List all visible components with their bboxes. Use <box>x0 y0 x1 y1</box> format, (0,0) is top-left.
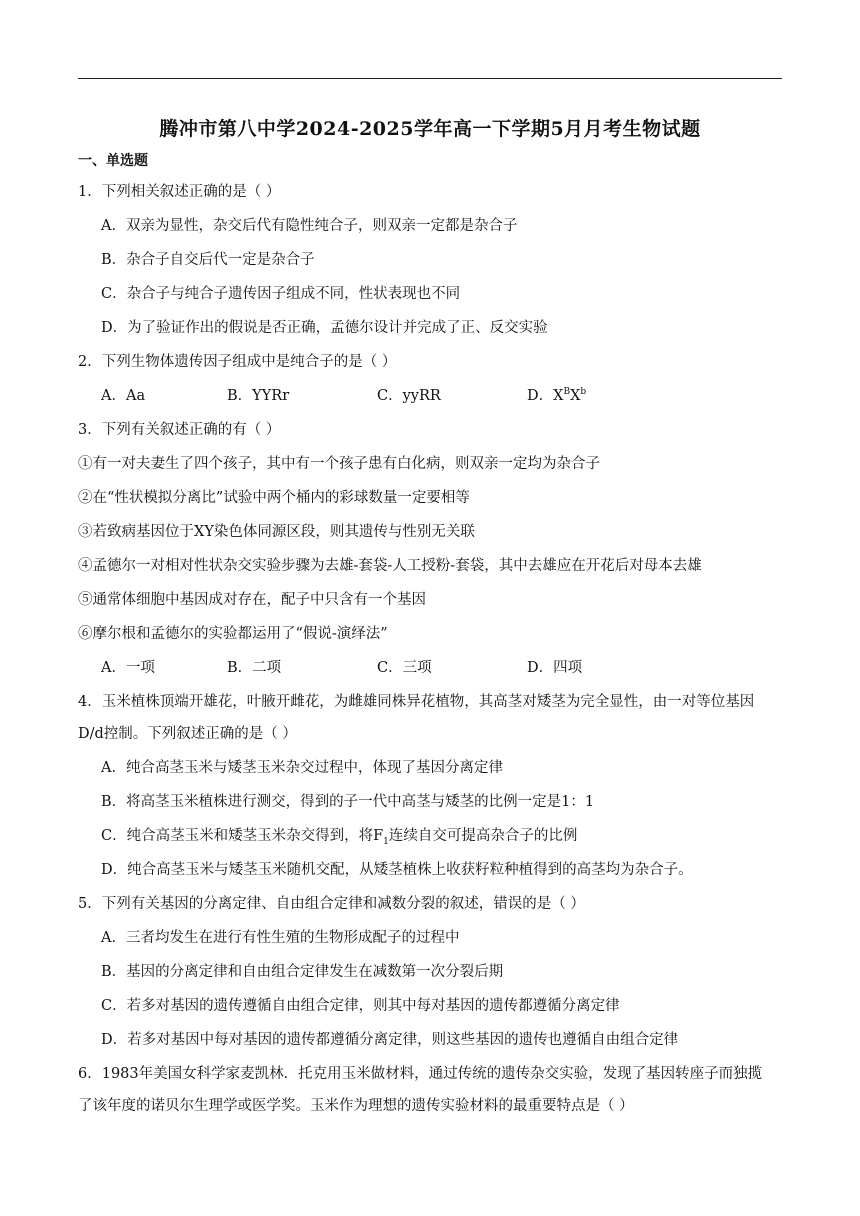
question-1-stem: 1．下列相关叙述正确的是（ ） <box>78 184 281 200</box>
question-2-option-c: C．yyRR <box>377 388 441 404</box>
question-4-option-b: B．将高茎玉米植株进行测交，得到的子一代中高茎与矮茎的比例一定是1：1 <box>101 794 595 810</box>
question-4-stem-line-2: D/d控制。下列叙述正确的是（ ） <box>78 726 297 742</box>
question-1-option-a: A．双亲为显性，杂交后代有隐性纯合子，则双亲一定都是杂合子 <box>101 218 518 234</box>
question-5-option-b: B．基因的分离定律和自由组合定律发生在减数第一次分裂后期 <box>101 964 504 980</box>
question-4-option-d: D．纯合高茎玉米与矮茎玉米随机交配，从矮茎植株上收获籽粒种植得到的高茎均为杂合子。 <box>101 862 693 878</box>
question-3-statement-5: ⑤通常体细胞中基因成对存在，配子中只含有一个基因 <box>78 592 426 608</box>
question-3-stem: 3．下列有关叙述正确的有（ ） <box>78 422 281 438</box>
question-2-option-b: B．YYRr <box>227 388 290 404</box>
question-3-options <box>101 656 781 676</box>
section-heading: 一、单选题 <box>78 153 148 169</box>
question-3-statement-4: ④孟德尔一对相对性状杂交实验步骤为去雄-套袋-人工授粉-套袋，其中去雄应在开花后对母本去雄 <box>78 558 702 574</box>
question-5-option-d: D．若多对基因中每对基因的遗传都遵循分离定律，则这些基因的遗传也遵循自由组合定律 <box>101 1032 679 1048</box>
header-rule <box>78 78 782 79</box>
question-4-stem-line-1: 4．玉米植株顶端开雄花，叶腋开雌花，为雌雄同株异花植物，其高茎对矮茎为完全显性，由一对等位基因 <box>78 694 755 710</box>
question-1-option-d: D．为了验证作出的假说是否正确，孟德尔设计并完成了正、反交实验 <box>101 320 548 336</box>
question-3-statement-6: ⑥摩尔根和孟德尔的实验都运用了“假说-演绎法” <box>78 626 388 642</box>
question-3-option-d: D．四项 <box>527 660 583 676</box>
question-2-option-a: A．Aa <box>101 388 146 404</box>
question-3-option-b: B．二项 <box>227 660 282 676</box>
question-2-options <box>101 384 781 404</box>
question-4-option-a: A．纯合高茎玉米与矮茎玉米杂交过程中，体现了基因分离定律 <box>101 760 503 776</box>
question-3-statement-1: ①有一对夫妻生了四个孩子，其中有一个孩子患有白化病，则双亲一定均为杂合子 <box>78 456 600 472</box>
question-3-option-c: C．三项 <box>377 660 432 676</box>
question-5-stem: 5．下列有关基因的分离定律、自由组合定律和减数分裂的叙述，错误的是（ ） <box>78 896 585 912</box>
question-1-option-b: B．杂合子自交后代一定是杂合子 <box>101 252 315 268</box>
question-2-option-d: D．$X^BX^b$ <box>527 387 587 404</box>
exam-title: 腾冲市第八中学2024-2025学年高一下学期5月月考生物试题 <box>159 118 701 140</box>
question-3-statement-2: ②在“性状模拟分离比”试验中两个桶内的彩球数量一定要相等 <box>78 490 470 506</box>
question-3-statement-3: ③若致病基因位于XY染色体同源区段，则其遗传与性别无关联 <box>78 524 475 540</box>
question-6-stem-line-2: 了该年度的诺贝尔生理学或医学奖。玉米作为理想的遗传实验材料的最重要特点是（ ） <box>78 1098 634 1114</box>
question-1-option-c: C．杂合子与纯合子遗传因子组成不同，性状表现也不同 <box>101 286 461 302</box>
question-4-option-c: C．纯合高茎玉米和矮茎玉米杂交得到，将$F_1$连续自交可提高杂合子的比例 <box>101 828 578 847</box>
question-6-stem-line-1: 6．1983年美国女科学家麦凯林．托克用玉米做材料，通过传统的遗传杂交实验，发现了基因转座子而独揽 <box>78 1066 763 1082</box>
question-3-option-a: A．一项 <box>101 660 155 676</box>
question-5-option-c: C．若多对基因的遗传遵循自由组合定律，则其中每对基因的遗传都遵循分离定律 <box>101 998 620 1014</box>
question-2-stem: 2．下列生物体遗传因子组成中是纯合子的是（ ） <box>78 354 397 370</box>
question-5-option-a: A．三者均发生在进行有性生殖的生物形成配子的过程中 <box>101 930 460 946</box>
